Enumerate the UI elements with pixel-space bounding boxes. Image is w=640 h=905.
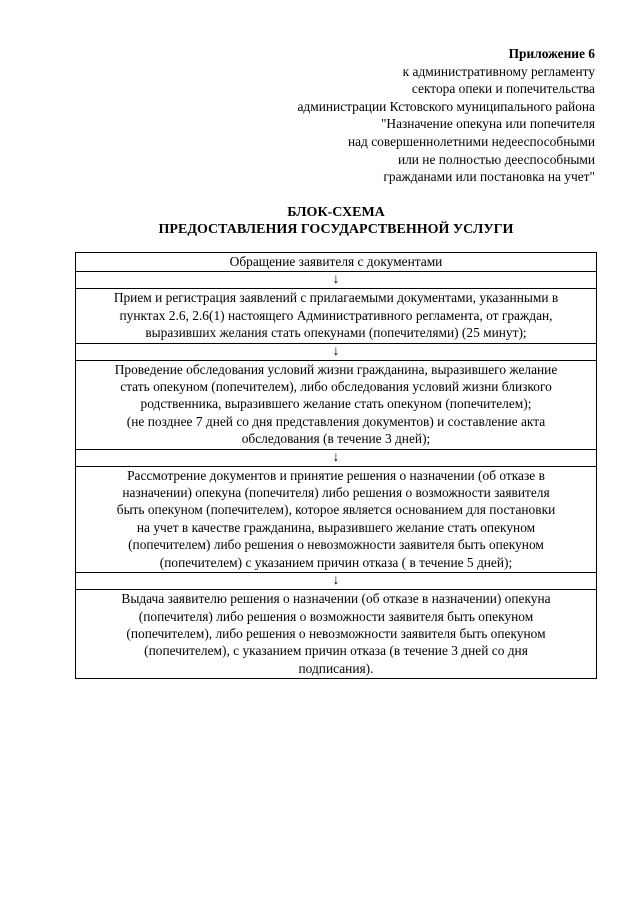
step-line: (попечителя) либо решения о возможности заявителя быть опекуном xyxy=(138,608,534,624)
flow-step-registration xyxy=(76,289,597,343)
step-line: назначении) опекуна (попечителя) либо решения о возможности заявителя xyxy=(122,485,550,501)
step-line: на учет в качестве гражданина, выразившего желание стать опекуном xyxy=(136,519,536,535)
appendix-line: гражданами или постановка на учет" xyxy=(383,169,595,185)
step-line: (попечителем) либо решения о невозможности заявителя быть опекуном xyxy=(128,537,544,553)
step-line: (не позднее 7 дней со дня представления документов) и составление акта xyxy=(126,413,546,429)
document-heading xyxy=(75,204,597,238)
step-line: (попечителем), либо решения о невозможности заявителя быть опекуном xyxy=(126,625,546,641)
flowchart-table xyxy=(75,252,597,679)
appendix-line: сектора опеки и попечительства xyxy=(411,81,595,97)
step-line: (попечителем) с указанием причин отказа ( в течение 5 дней); xyxy=(159,554,513,570)
appendix-line: "Назначение опекуна или попечителя xyxy=(380,116,595,132)
step-line: Прием и регистрация заявлений с прилагаемыми документами, указанными в xyxy=(113,290,559,306)
flow-step-inspection xyxy=(76,360,597,449)
appendix-title: Приложение 6 xyxy=(508,46,595,61)
step-line: (попечителем), с указанием причин отказа (в течение 3 дней со дня xyxy=(144,643,528,659)
arrow-down-icon: ↓ xyxy=(332,573,340,589)
step-line: быть опекуном (попечителем), которое является основанием для постановки xyxy=(116,502,556,518)
flow-arrow xyxy=(76,573,597,590)
step-line: обследования (в течение 3 дней); xyxy=(241,431,431,447)
appendix-header xyxy=(175,45,595,186)
heading-line: ПРЕДОСТАВЛЕНИЯ ГОСУДАРСТВЕННОЙ УСЛУГИ xyxy=(158,222,514,237)
flow-arrow xyxy=(76,449,597,466)
arrow-down-icon: ↓ xyxy=(332,449,340,465)
step-line: Выдача заявителю решения о назначении (об отказе в назначении) опекуна xyxy=(121,591,551,607)
step-line: пунктах 2.6, 2.6(1) настоящего Административного регламента, от граждан, xyxy=(119,307,553,323)
step-line: Рассмотрение документов и принятие решения о назначении (об отказе в xyxy=(127,467,545,483)
step-line: стать опекуном (попечителем), либо обследования условий жизни близкого xyxy=(120,379,552,395)
arrow-down-icon: ↓ xyxy=(332,343,340,359)
flow-step-issuance xyxy=(76,590,597,679)
heading-line: БЛОК-СХЕМА xyxy=(287,205,385,220)
step-line: Обращение заявителя с документами xyxy=(229,254,443,269)
flow-arrow xyxy=(76,272,597,289)
step-line: выразивших желания стать опекунами (попечителями) (25 минут); xyxy=(145,325,527,341)
flow-step-decision xyxy=(76,466,597,572)
step-line: Проведение обследования условий жизни гражданина, выразившего желание xyxy=(114,361,558,377)
appendix-line: к административному регламенту xyxy=(402,63,595,79)
step-line: родственника, выразившего желание стать опекуном (попечителем); xyxy=(140,396,532,412)
step-line: подписания). xyxy=(298,660,374,676)
flow-arrow xyxy=(76,343,597,360)
appendix-line: над совершеннолетними недееспособными xyxy=(347,133,595,149)
flow-step-application xyxy=(76,253,597,272)
arrow-down-icon: ↓ xyxy=(332,272,340,288)
appendix-line: или не полностью дееспособными xyxy=(397,151,595,167)
appendix-line: администрации Кстовского муниципального района xyxy=(297,98,595,114)
